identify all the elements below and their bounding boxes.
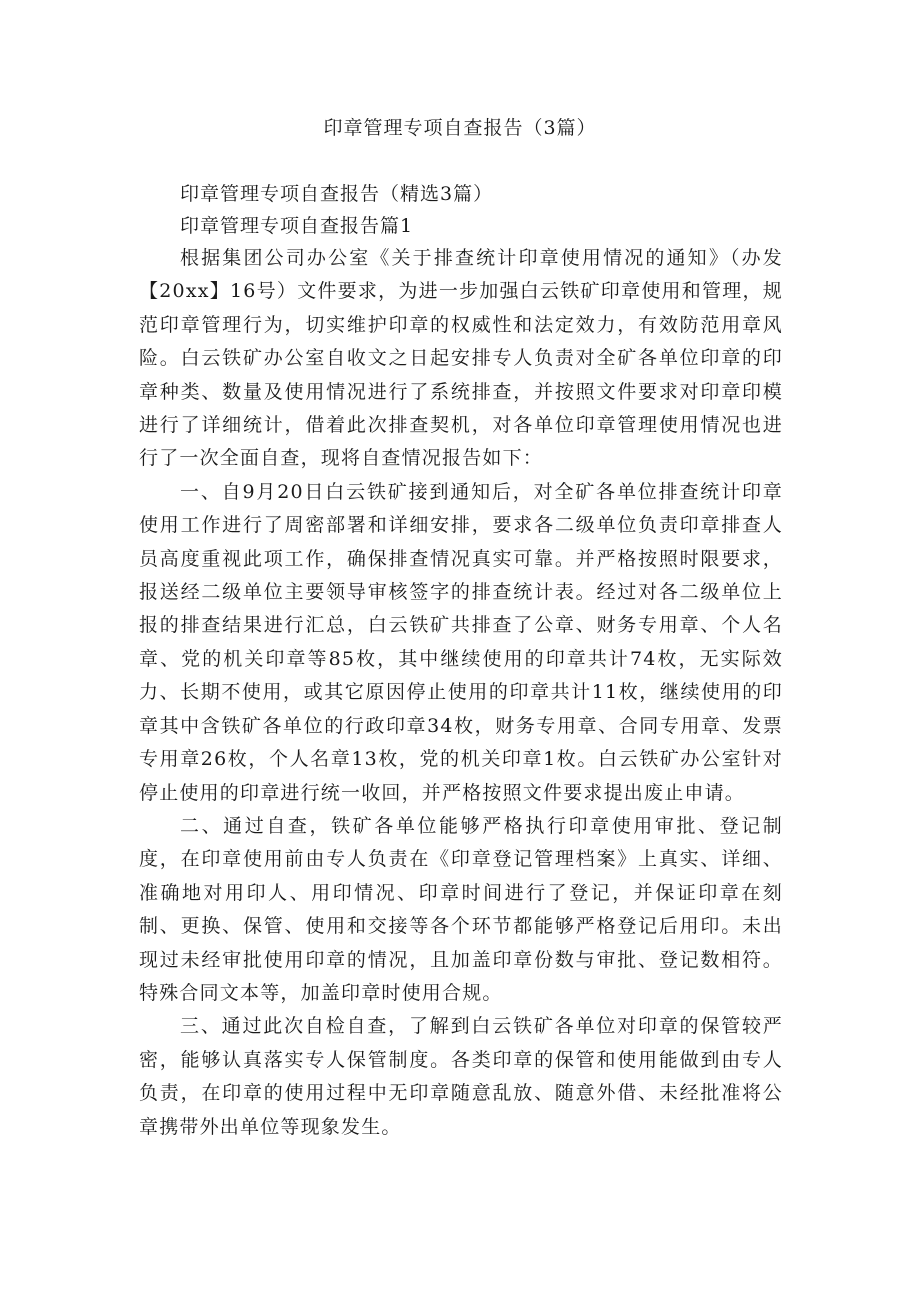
paragraph-three: 三、通过此次自检自查，了解到白云铁矿各单位对印章的保管较严密，能够认真落实专人保管制度。各类印章的保管和使用能做到由专人负责，在印章的使用过程中无印章随意乱放、随意外借、未经批准将公章携带外出单位等现象发生。 <box>139 1015 783 1138</box>
paragraph-one: 一、自9月20日白云铁矿接到通知后，对全矿各单位排查统计印章使用工作进行了周密部署和详细安排，要求各二级单位负责印章排查人员高度重视此项工作，确保排查情况真实可靠。并严格按照时限要求，报送经二级单位主要领导审核签字的排查统计表。经过对各二级单位上报的排查结果进行汇总，白云铁矿共排查了公章、财务专用章、个人名章、党的机关印章等85枚，其中继续使用的印章共计74枚，无实际效力、长期不使用，或其它原因停止使用的印章共计11枚，继续使用的印章其中含铁矿各单位的行政印章34枚，财务专用章、合同专用章、发票专用章26枚，个人名章13枚，党的机关印章1枚。白云铁矿办公室针对停止使用的印章进行统一收回，并严格按照文件要求提出废止申请。 <box>139 480 783 804</box>
section-heading: 印章管理专项自查报告篇1 <box>180 215 414 237</box>
paragraph-two: 二、通过自查，铁矿各单位能够严格执行印章使用审批、登记制度，在印章使用前由专人负责在《印章登记管理档案》上真实、详细、准确地对用印人、用印情况、印章时间进行了登记，并保证印章在刻制、更换、保管、使用和交接等各个环节都能够严格登记后用印。未出现过未经审批使用印章的情况，且加盖印章份数与审批、登记数相符。特殊合同文本等，加盖印章时使用合规。 <box>139 814 783 1004</box>
document-subtitle: 印章管理专项自查报告（精选3篇） <box>180 183 494 205</box>
paragraph-intro: 根据集团公司办公室《关于排查统计印章使用情况的通知》（办发【20xx】16号）文件要求，为进一步加强白云铁矿印章使用和管理，规范印章管理行为，切实维护印章的权威性和法定效力，有效防范用章风险。白云铁矿办公室自收文之日起安排专人负责对全矿各单位印章的印章种类、数量及使用情况进行了系统排查，并按照文件要求对印章印模进行了详细统计，借着此次排查契机，对各单位印章管理使用情况也进行了一次全面自查，现将自查情况报告如下： <box>139 247 783 470</box>
document-title: 印章管理专项自查报告（3篇） <box>323 117 597 139</box>
document-body <box>139 178 783 1144</box>
